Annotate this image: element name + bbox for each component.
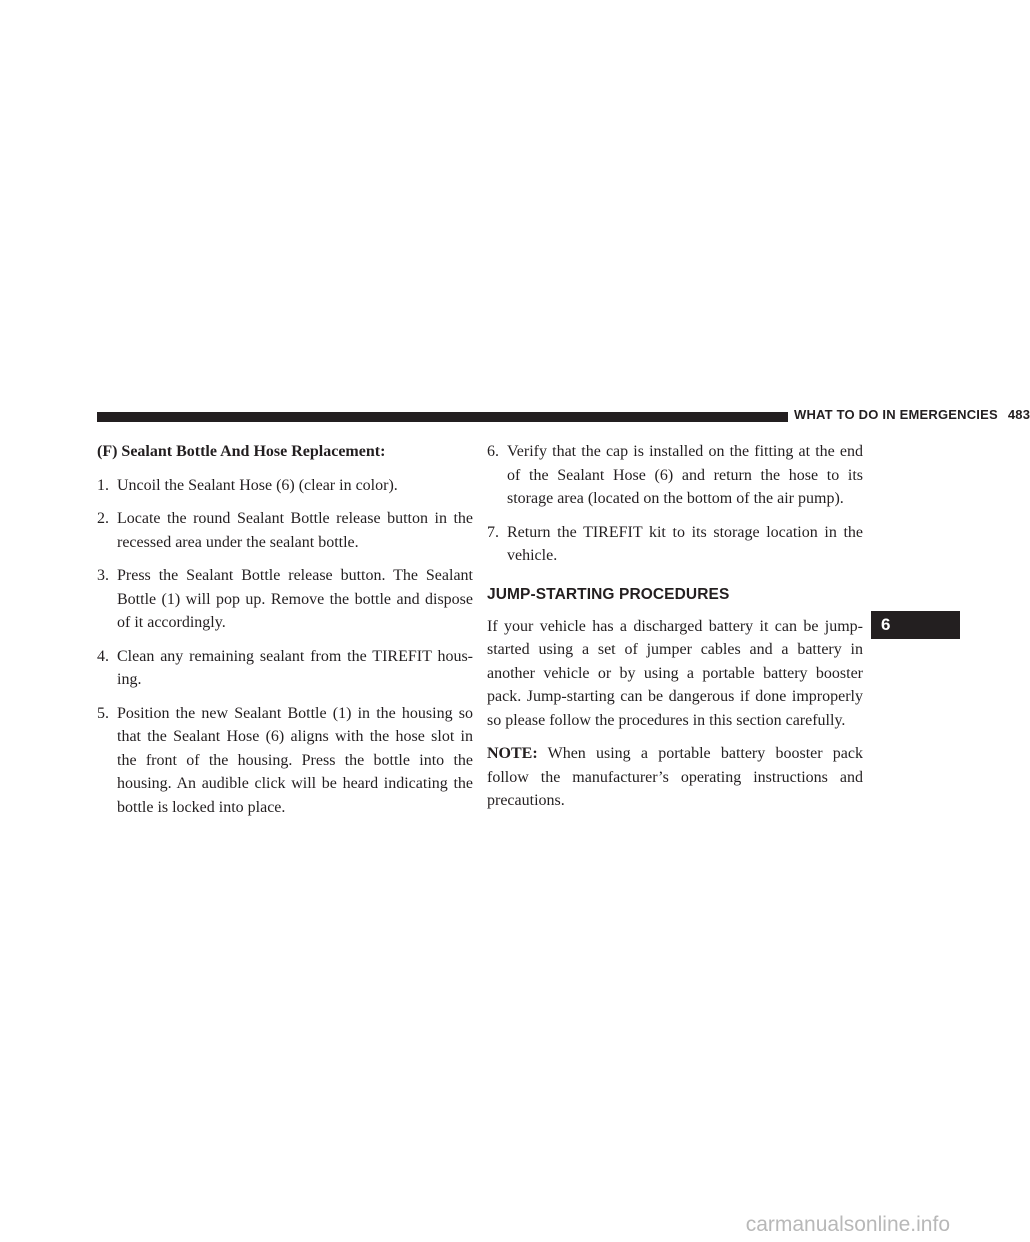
- header-rule: [97, 412, 788, 422]
- list-item: [97, 564, 473, 635]
- list-item: [97, 507, 473, 554]
- page-number: 483: [1007, 407, 1030, 422]
- item-text: Press the Sealant Bottle release button. The Sealant Bottle (1) will pop up. Remove the bottle and dispose of it accordingly.: [117, 567, 473, 631]
- running-header: [794, 406, 1030, 424]
- chapter-tab: 6: [871, 611, 960, 639]
- watermark: carmanualsonline.info: [745, 1213, 950, 1236]
- note-label: NOTE:: [487, 745, 538, 762]
- item-number: 7.: [487, 523, 499, 541]
- note-paragraph: [487, 742, 863, 813]
- item-text: Return the TIREFIT kit to its storage location in the vehicle.: [507, 523, 863, 564]
- section-heading: JUMP-STARTING PROCEDURES: [487, 585, 730, 603]
- section-title: WHAT TO DO IN EMERGENCIES: [794, 407, 998, 422]
- item-text: Locate the round Sealant Bottle release button in the recessed area under the sealant bottle.: [117, 510, 473, 551]
- item-number: 6.: [487, 443, 499, 460]
- item-text: Uncoil the Sealant Hose (6) (clear in color).: [117, 476, 398, 494]
- body-paragraph: If your vehicle has a discharged battery it can be jump-started using a set of jumper cables and a battery in another vehicle or by using a portable battery booster pack. Jump-starting can be dangerous if done improperly so please follow the procedures in this section carefully.: [487, 617, 863, 729]
- item-text: Verify that the cap is installed on the fitting at the end of the Sealant Hose (6) and return the hose to its storage area (located on the bottom of the air pump).: [507, 443, 863, 507]
- item-number: 1.: [97, 476, 109, 494]
- list-item: [487, 440, 863, 511]
- list-item: [97, 645, 473, 692]
- list-item: [487, 521, 863, 568]
- item-number: 4.: [97, 647, 109, 665]
- list-item: [97, 702, 473, 820]
- note-text: When using a portable battery booster pack follow the manufacturer’s operating instructions and precautions.: [487, 745, 863, 809]
- item-text: Clean any remaining sealant from the TIREFIT housing.: [117, 647, 473, 688]
- item-number: 2.: [97, 510, 109, 527]
- list-item: [97, 474, 473, 498]
- item-number: 5.: [97, 704, 109, 722]
- subheading: (F) Sealant Bottle And Hose Replacement:: [97, 443, 386, 460]
- right-column: [487, 440, 863, 823]
- item-number: 3.: [97, 567, 109, 584]
- item-text: Position the new Sealant Bottle (1) in the housing so that the Sealant Hose (6) aligns with the hose slot in the front of the housing. Press the bottle into the housing. An audible click will be heard indicating the bottle is locked into place.: [117, 704, 473, 816]
- left-column: [97, 440, 473, 829]
